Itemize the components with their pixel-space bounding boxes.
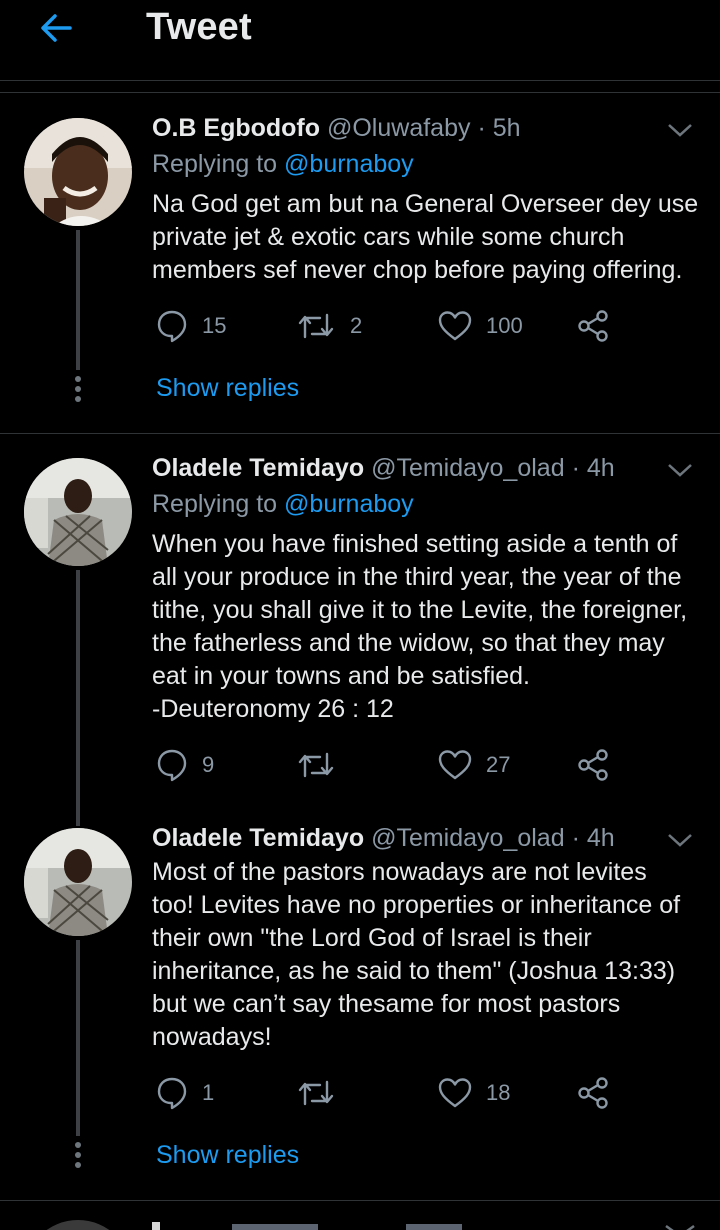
chevron-down-icon[interactable] — [666, 120, 694, 140]
thread-line — [76, 570, 80, 826]
chevron-down-icon[interactable] — [666, 460, 694, 480]
timestamp: · 4h — [571, 454, 615, 482]
retweet-icon — [296, 749, 336, 781]
divider — [0, 92, 720, 93]
page-title: Tweet — [146, 6, 252, 48]
like-count: 100 — [486, 313, 523, 338]
share-icon — [576, 748, 610, 782]
tweet-meta — [152, 114, 521, 143]
tweet-text: Most of the pastors nowadays are not levites too! Levites have no properties or inheritance of their own "the Lord God of Israel is their inheritance, as he said to them" (Joshua 13:33) but we can’t say thesame for most pastors nowadays! — [152, 858, 681, 1051]
heart-icon — [438, 1077, 472, 1109]
app-header — [0, 0, 720, 81]
retweet-button[interactable] — [296, 745, 350, 785]
author-handle[interactable]: @Oluwafaby — [326, 114, 471, 142]
share-icon — [576, 309, 610, 343]
reply-count: 1 — [202, 1080, 215, 1105]
reply-button[interactable] — [156, 306, 226, 346]
author-name[interactable]: Oladele Temidayo — [152, 454, 365, 482]
thread-dots — [74, 376, 82, 406]
reply-count: 9 — [202, 752, 215, 777]
reply-icon — [156, 309, 188, 343]
tweet-text: When you have finished setting aside a tenth of all your produce in the third year, the year of the tithe, you shall give it to the Levite, the foreigner, the fatherless and the widow, so that they may eat in your towns and be satisfied. -Deuteronomy 26 : 12 — [152, 530, 688, 723]
retweet-icon — [296, 310, 336, 342]
retweet-button[interactable] — [296, 306, 362, 346]
reply-button[interactable] — [156, 745, 214, 785]
replying-to-link[interactable]: @burnaboy — [284, 490, 414, 518]
thread-dots — [74, 1142, 82, 1172]
share-button[interactable] — [576, 745, 610, 785]
divider — [0, 1200, 720, 1201]
thread-line — [76, 230, 80, 370]
divider — [0, 433, 720, 434]
reply-icon — [156, 748, 188, 782]
chevron-down-icon[interactable] — [666, 830, 694, 850]
retweet-count: 2 — [350, 313, 363, 338]
tweet-meta — [152, 824, 615, 853]
tweet-meta — [152, 454, 615, 483]
reply-count: 15 — [202, 313, 227, 338]
reply-icon — [156, 1076, 188, 1110]
show-replies-link[interactable]: Show replies — [156, 1141, 300, 1169]
back-arrow-icon[interactable] — [36, 8, 76, 48]
next-tweet-cutoff — [0, 1212, 720, 1230]
author-handle[interactable]: @Temidayo_olad — [371, 824, 565, 852]
heart-icon — [438, 310, 472, 342]
show-replies-link[interactable]: Show replies — [156, 374, 300, 402]
tweet-actions — [152, 306, 632, 346]
timestamp: · 4h — [571, 824, 615, 852]
reply-button[interactable] — [156, 1073, 214, 1113]
share-button[interactable] — [576, 306, 610, 346]
share-icon — [576, 1076, 610, 1110]
retweet-button[interactable] — [296, 1073, 350, 1113]
avatar[interactable] — [24, 828, 132, 936]
heart-icon — [438, 749, 472, 781]
avatar[interactable] — [24, 458, 132, 566]
avatar[interactable] — [24, 118, 132, 226]
like-count: 27 — [486, 752, 511, 777]
thread-line — [76, 940, 80, 1136]
share-button[interactable] — [576, 1073, 610, 1113]
like-button[interactable] — [438, 745, 510, 785]
author-name[interactable]: Oladele Temidayo — [152, 824, 365, 852]
replying-to: Replying to @burnaboy — [152, 490, 414, 518]
author-name[interactable]: O.B Egbodofo — [152, 114, 321, 142]
timestamp: · 5h — [477, 114, 521, 142]
retweet-icon — [296, 1077, 336, 1109]
replying-to-link[interactable]: @burnaboy — [284, 150, 414, 178]
like-button[interactable] — [438, 306, 523, 346]
tweet-actions — [152, 745, 632, 785]
like-button[interactable] — [438, 1073, 510, 1113]
tweet-actions — [152, 1073, 632, 1113]
author-handle[interactable]: @Temidayo_olad — [371, 454, 565, 482]
replying-to: Replying to @burnaboy — [152, 150, 414, 178]
tweet-text: Na God get am but na General Overseer dey use private jet & exotic cars while some church members sef never chop before paying offering. — [152, 190, 699, 284]
like-count: 18 — [486, 1080, 511, 1105]
